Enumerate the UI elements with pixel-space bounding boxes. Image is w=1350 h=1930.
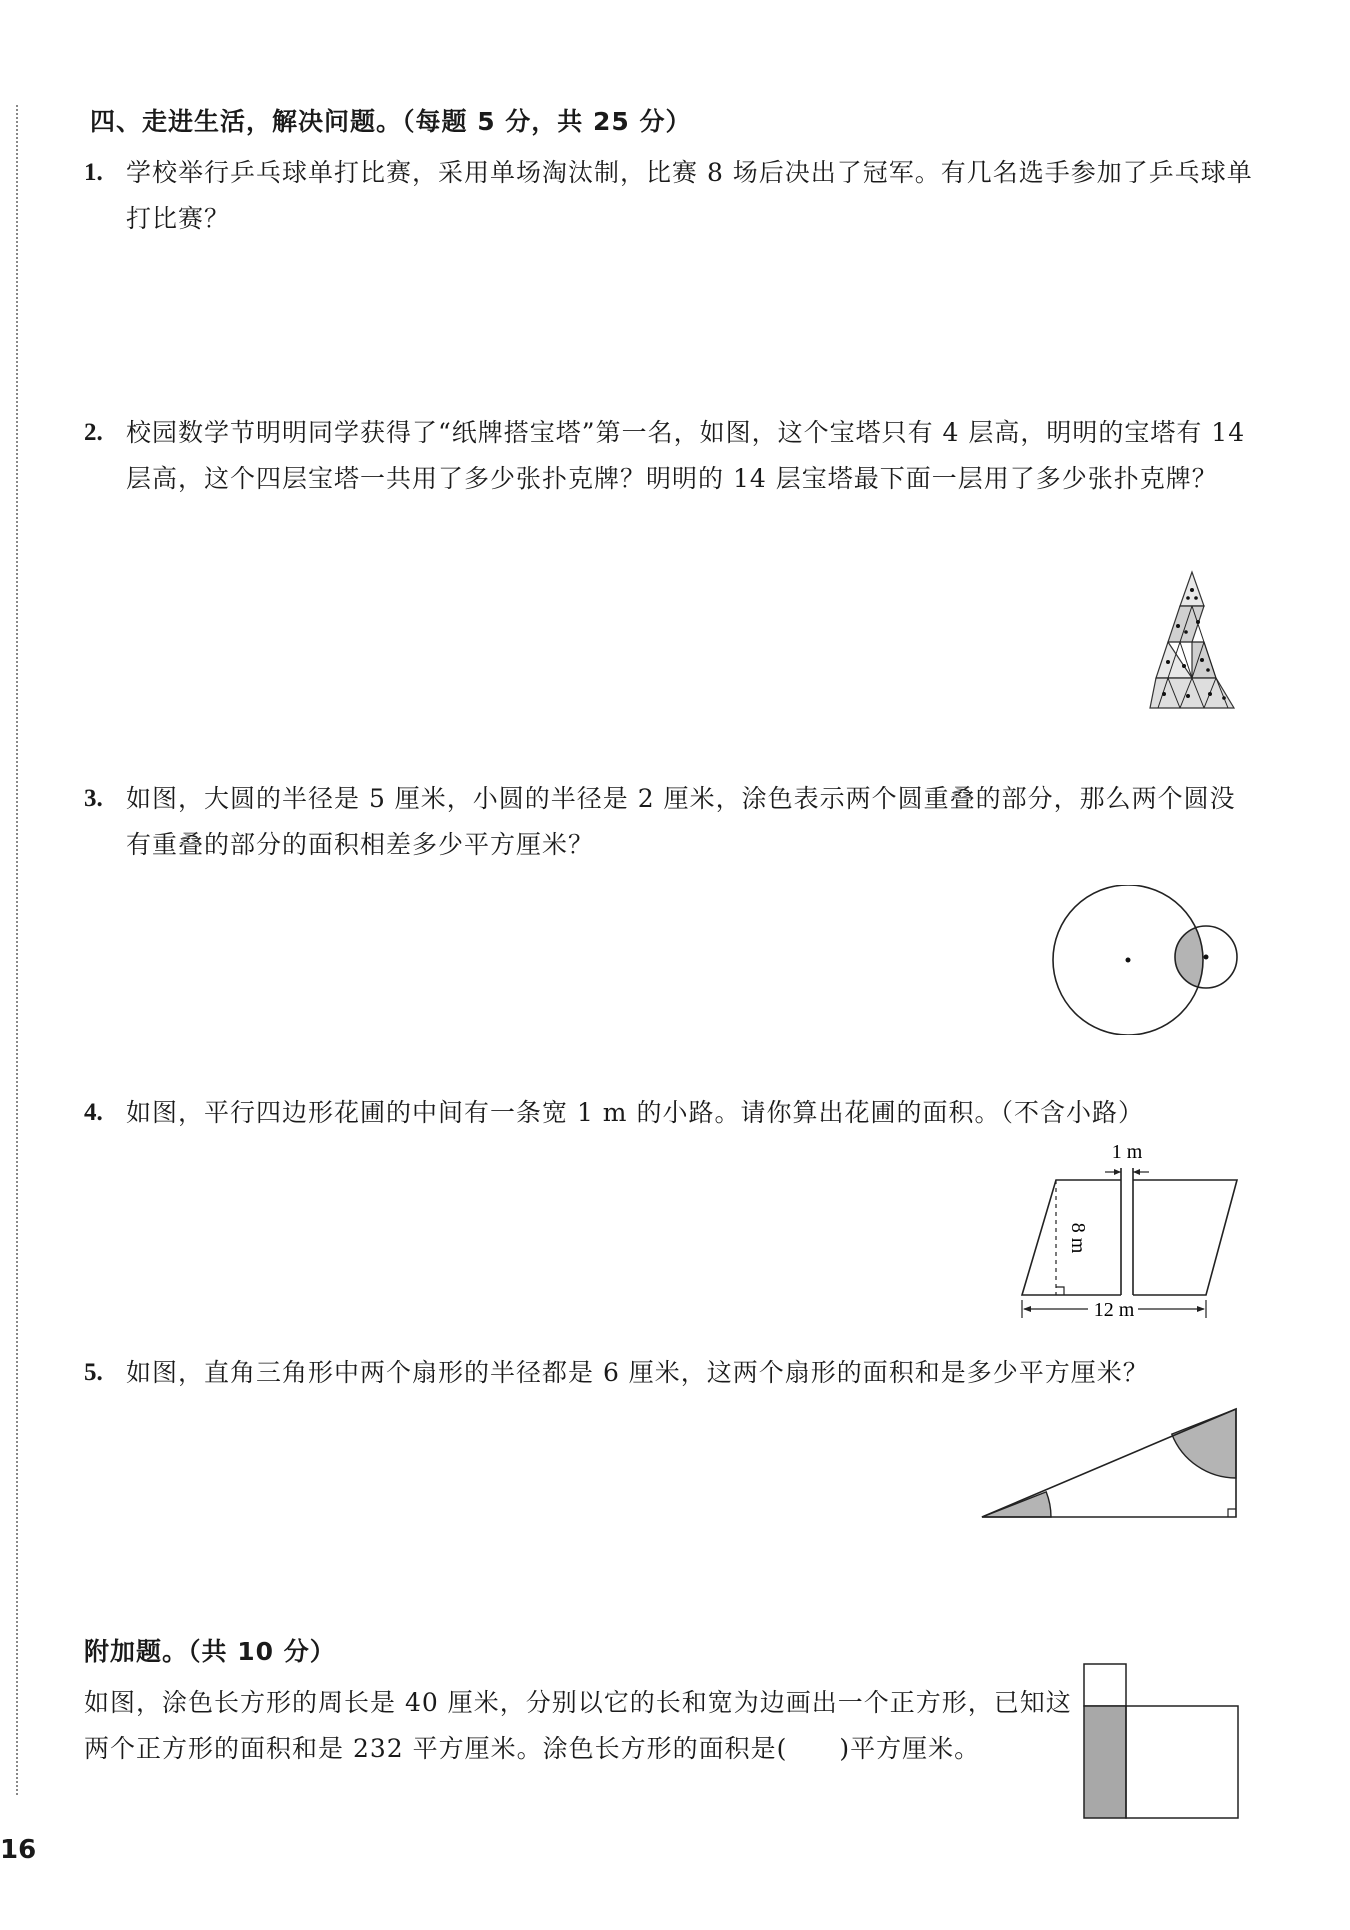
card-tower-figure [1148, 570, 1236, 712]
bonus-title: 附加题。（共 10 分） [84, 1637, 336, 1666]
small-square [1084, 1664, 1126, 1706]
section-title: 四、走进生活，解决问题。（每题 5 分，共 25 分） [90, 107, 692, 136]
binding-margin-line [16, 105, 18, 1795]
page-number: 16 [0, 1835, 37, 1865]
overlapping-circles-figure [1050, 885, 1240, 1035]
question-number: 2. [84, 419, 103, 446]
path-width-label: 1 m [1111, 1141, 1143, 1163]
question-number: 5. [84, 1359, 103, 1386]
question-2 [84, 410, 1254, 502]
large-square [1126, 1706, 1238, 1818]
question-number: 3. [84, 785, 103, 812]
question-4 [84, 1090, 1254, 1136]
question-number: 4. [84, 1099, 103, 1126]
bonus-text: 如图，涂色长方形的周长是 40 厘米，分别以它的长和宽为边画出一个正方形，已知这两个正方形的面积和是 232 平方厘米。涂色长方形的面积是( )平方厘米。 [84, 1688, 1072, 1763]
question-text: 如图，直角三角形中两个扇形的半径都是 6 厘米，这两个扇形的面积和是多少平方厘米？ [126, 1358, 1149, 1387]
question-number: 1. [84, 159, 103, 186]
shaded-rectangle [1084, 1706, 1126, 1818]
rectangle-squares-figure [1082, 1662, 1242, 1822]
large-circle-center [1126, 958, 1131, 963]
height-label: 8 m [1067, 1222, 1089, 1254]
right-angle-mark [1056, 1287, 1064, 1295]
question-5 [84, 1350, 1254, 1396]
question-3 [84, 776, 1254, 868]
question-1 [84, 150, 1254, 242]
question-text: 学校举行乒乓球单打比赛，采用单场淘汰制，比赛 8 场后决出了冠军。有几名选手参加了乒乓球单打比赛？ [126, 158, 1253, 233]
right-triangle-sectors-figure [980, 1405, 1242, 1523]
sector-top-angle [1172, 1409, 1236, 1478]
parallelogram-garden-figure [1010, 1138, 1250, 1323]
question-text: 如图，平行四边形花圃的中间有一条宽 1 m 的小路。请你算出花圃的面积。（不含小路） [126, 1098, 1144, 1127]
path-strip [1121, 1179, 1133, 1296]
question-text: 如图，大圆的半径是 5 厘米，小圆的半径是 2 厘米，涂色表示两个圆重叠的部分，那么两个圆没有重叠的部分的面积相差多少平方厘米？ [126, 784, 1236, 859]
question-text: 校园数学节明明同学获得了“纸牌搭宝塔”第一名，如图，这个宝塔只有 4 层高，明明的宝塔有 14 层高，这个四层宝塔一共用了多少张扑克牌？明明的 14 层宝塔最下面一层用了多少张扑克牌？ [126, 418, 1246, 493]
base-label: 12 m [1093, 1299, 1135, 1321]
right-angle-mark [1228, 1509, 1236, 1517]
small-circle-center [1204, 955, 1209, 960]
